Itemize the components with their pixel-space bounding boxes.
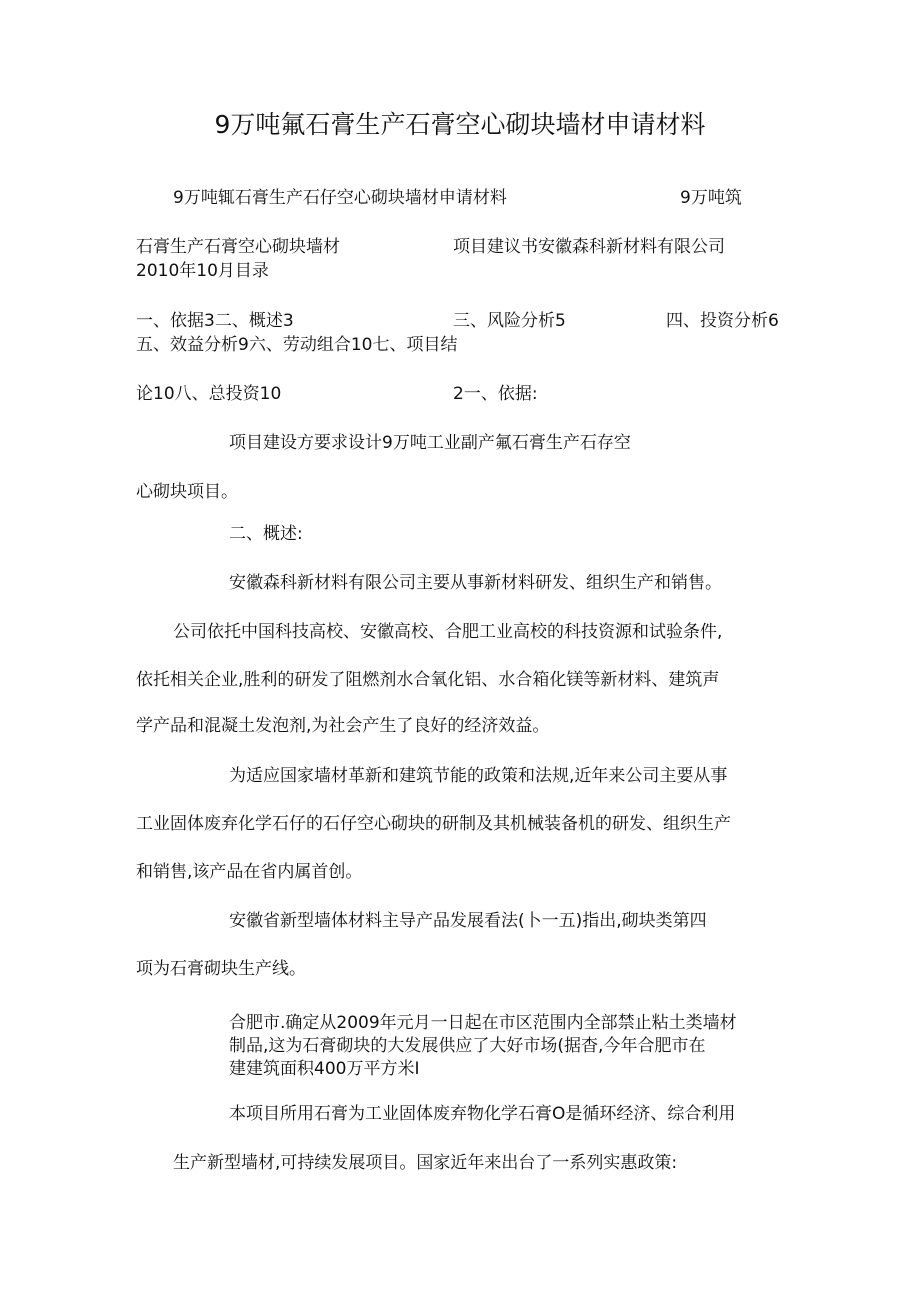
text-line: 9万吨筑	[680, 188, 742, 208]
text-line: 2010年10月目录	[136, 261, 269, 281]
paragraph-line: 心砌块项目。	[136, 482, 238, 502]
toc-line: 一、依据3二、概述3	[136, 311, 294, 331]
toc-line: 五、效益分析9六、劳动组合10七、项目结	[136, 335, 458, 355]
section-heading: 2一、依据:	[453, 384, 538, 404]
paragraph-line: 依托相关企业,胜利的研发了阻燃剂水合氧化铝、水合箱化镁等新材料、建筑声	[136, 670, 720, 690]
paragraph-line: 生产新型墙材,可持续发展项目。国家近年来出台了一系列实惠政策:	[173, 1153, 678, 1173]
paragraph-line: 安徽省新型墙体材料主导产品发展看法(卜一五)指出,砌块类第四	[229, 911, 707, 931]
paragraph-line: 项为石膏砌块生产线。	[136, 959, 306, 979]
text-line: 9万吨辄石膏生产石仔空心砌块墙材申请材料	[173, 188, 507, 208]
text-line: 石膏生产石膏空心砌块墙材	[136, 237, 340, 257]
paragraph-line: 学产品和混凝土发泡剂,为社会产生了良好的经济效益。	[136, 716, 550, 736]
paragraph-line: 为适应国家墙材革新和建筑节能的政策和法规,近年来公司主要从事	[229, 766, 728, 786]
document-title: 9万吨氟石膏生产石膏空心砌块墙材申请材料	[214, 110, 706, 139]
section-heading: 二、概述:	[229, 524, 303, 544]
toc-line: 论10八、总投资10	[136, 384, 282, 404]
toc-line: 三、风险分析5	[453, 311, 566, 331]
paragraph-line: 制品,这为石膏砌块的大发展供应了大好市场(据杳,今年合肥市在	[229, 1036, 706, 1056]
paragraph-line: 项目建设方要求设计9万吨工业副产氟石膏生产石存空	[229, 433, 631, 453]
paragraph-line: 安徽森科新材料有限公司主要从事新材料研发、组织生产和销售。	[229, 573, 722, 593]
toc-line: 四、投资分析6	[666, 311, 779, 331]
paragraph-line: 和销售,该产品在省内属首创。	[136, 862, 363, 882]
text-line: 项目建议书安徽森科新材料有限公司	[453, 237, 725, 257]
paragraph-line: 工业固体废弃化学石仔的石仔空心砌块的研制及其机械装备机的研发、组织生产	[136, 814, 731, 834]
paragraph-line: 建建筑面积400万平方米I	[229, 1059, 420, 1079]
paragraph-line: 合肥市.确定从2009年元月一日起在市区范围内全部禁止粘土类墙材	[229, 1013, 737, 1033]
paragraph-line: 公司依托中国科技高校、安徽高校、合肥工业高校的科技资源和试验条件,	[173, 622, 723, 642]
paragraph-line: 本项目所用石膏为工业固体废弃物化学石膏O是循环经济、综合利用	[229, 1104, 736, 1124]
